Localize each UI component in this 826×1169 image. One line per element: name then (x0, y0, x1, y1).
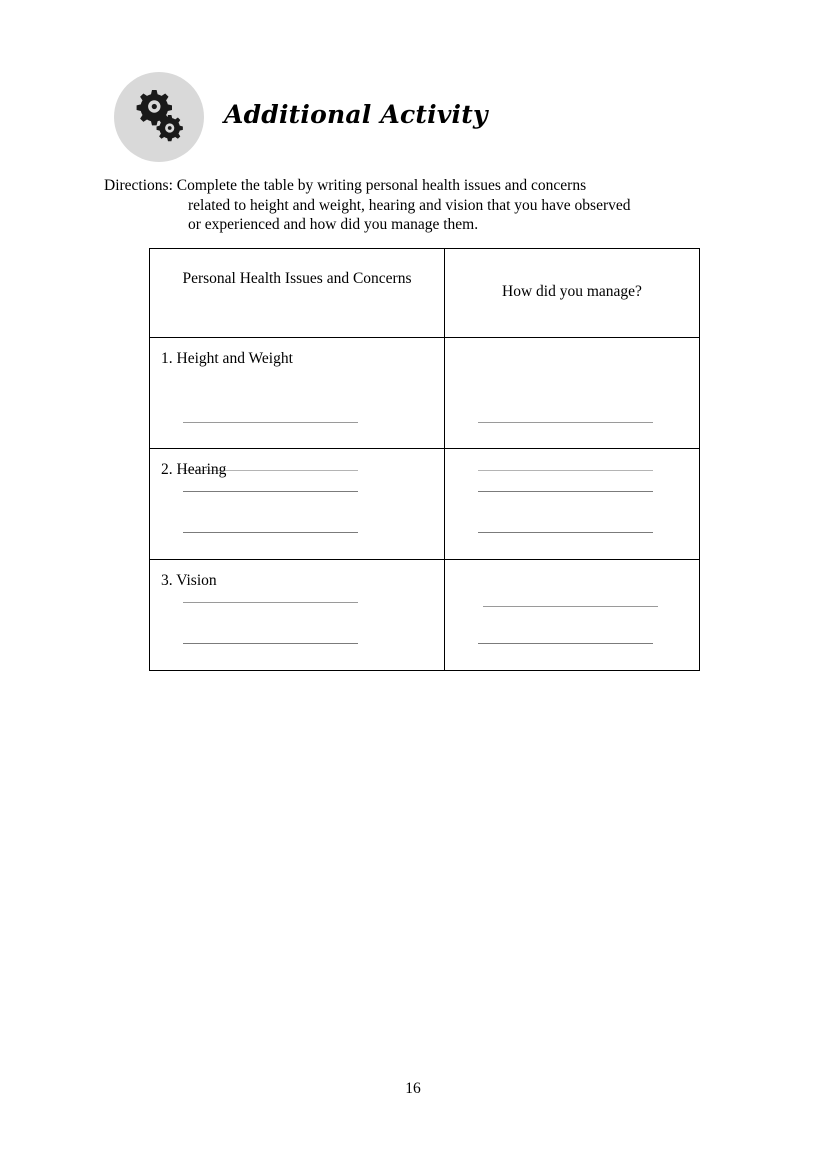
table-header-issues (150, 249, 445, 338)
row-3-issue-cell (150, 560, 445, 671)
row-1-issue-blank-1[interactable] (183, 422, 358, 423)
table-header-issues-text: Personal Health Issues and Concerns (182, 270, 412, 287)
row-1-label: 1. Height and Weight (161, 350, 293, 367)
table-row (150, 560, 700, 671)
row-2-manage-cell (445, 449, 700, 560)
directions-line-3: or experienced and how did you manage them. (188, 216, 479, 233)
row-2-manage-blank-1[interactable] (478, 491, 653, 492)
row-2-label: 2. Hearing (161, 461, 227, 478)
row-2-issue-blank-1[interactable] (183, 491, 358, 492)
gears-icon (114, 72, 204, 162)
row-1-manage-cell (445, 338, 700, 449)
row-2-manage-blank-2[interactable] (478, 532, 653, 533)
directions-line-1: Directions: Complete the table by writing personal health issues and concerns (104, 177, 587, 194)
page-title: Additional Activity (224, 100, 488, 129)
activity-header (114, 72, 734, 164)
table-header-row (150, 249, 700, 338)
row-2-issue-blank-2[interactable] (183, 532, 358, 533)
row-1-issue-cell (150, 338, 445, 449)
table-header-manage-text: How did you manage? (502, 283, 642, 300)
directions-block (104, 176, 744, 235)
health-issues-table (149, 248, 700, 671)
row-3-manage-cell (445, 560, 700, 671)
row-3-issue-blank-1[interactable] (183, 602, 358, 603)
table-header-manage (445, 249, 700, 338)
table-row (150, 449, 700, 560)
table-row (150, 338, 700, 449)
row-3-label: 3. Vision (161, 572, 217, 589)
page-number: 16 (405, 1080, 421, 1097)
row-2-issue-cell (150, 449, 445, 560)
row-3-issue-blank-2[interactable] (183, 643, 358, 644)
row-1-manage-blank-1[interactable] (478, 422, 653, 423)
directions-line-2: related to height and weight, hearing and vision that you have observed (188, 196, 631, 214)
row-3-manage-blank-1[interactable] (483, 606, 658, 607)
row-3-manage-blank-2[interactable] (478, 643, 653, 644)
